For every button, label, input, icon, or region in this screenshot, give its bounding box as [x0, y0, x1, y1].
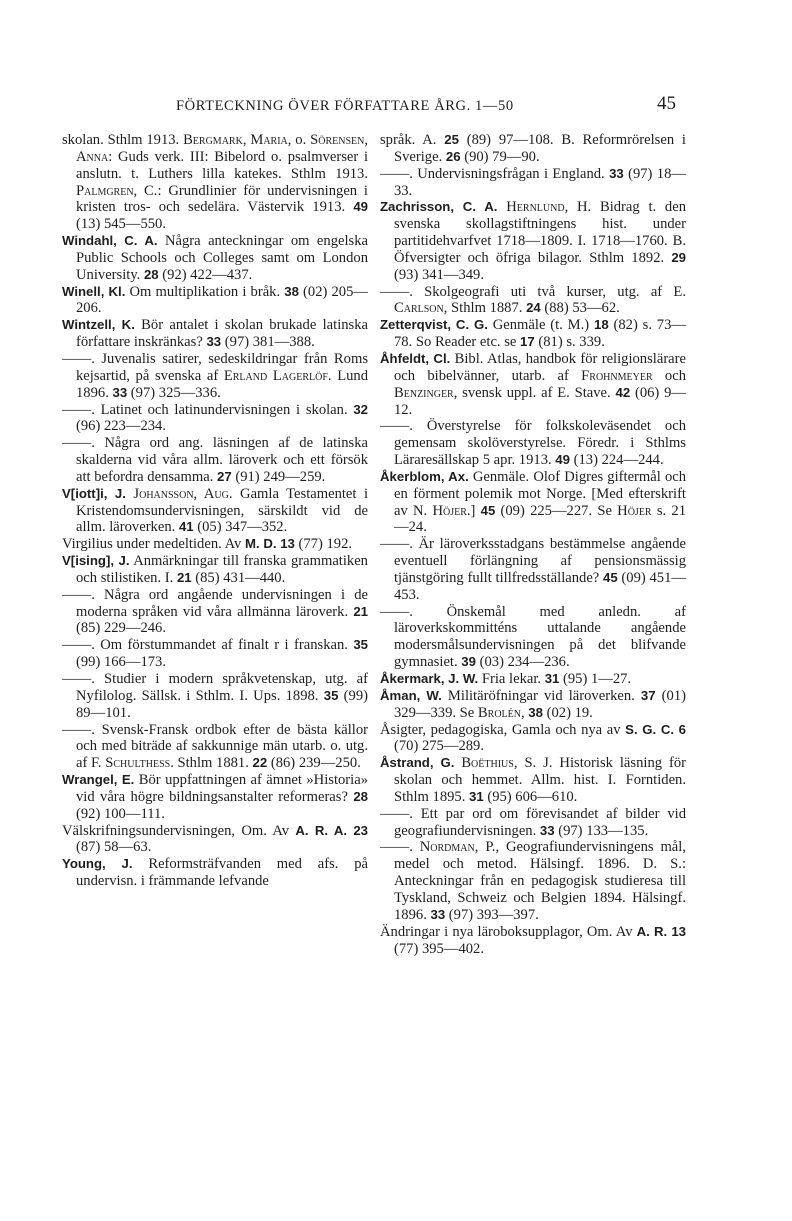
small-caps-name: Johansson, Aug. — [133, 485, 233, 502]
bold-text: 33 — [539, 822, 555, 838]
entry-text: . Lund 1896. — [76, 367, 368, 401]
bold-text: 23 — [353, 822, 368, 838]
bold-text: 18 — [593, 317, 609, 333]
bold-text: M. D. — [245, 536, 277, 552]
left-column — [62, 132, 368, 890]
entry-text: (96) 223—234. — [76, 418, 166, 435]
bold-text: 28 — [353, 788, 368, 804]
small-caps-name: Boëthius — [461, 755, 514, 772]
index-entry — [62, 132, 368, 233]
entry-text — [497, 199, 506, 215]
small-caps-name: Höjer — [432, 502, 467, 519]
index-entry — [380, 132, 686, 166]
bold-text: Åman, W. — [380, 687, 442, 703]
index-entry — [380, 722, 686, 756]
entry-text: (05) 347—352. — [193, 519, 288, 536]
entry-text: (97) 381—388. — [221, 334, 315, 351]
entry-text: Bör antalet i skolan brukade latinska författare inskränkas? — [76, 317, 368, 351]
bold-text: 31 — [544, 671, 560, 686]
entry-text: (88) 53—62. — [540, 300, 620, 317]
index-entry — [62, 284, 368, 318]
index-entry — [380, 284, 686, 318]
entry-text: , Sthlm 1887. — [443, 300, 527, 317]
page-number: 45 — [657, 93, 676, 114]
bold-text: Åkerblom, Ax. — [380, 468, 469, 484]
entry-text: (85) 431—440. — [191, 569, 286, 586]
bold-text: S. G. C. — [625, 721, 675, 737]
entry-text: (06) 9—12. — [394, 384, 686, 418]
entry-text: ——. Några ord ang. läsningen af de latinska skalderna vid våra allm. läroverk och ett försök att befordra densamma. — [62, 435, 368, 485]
index-entry — [380, 924, 686, 958]
bold-text: 42 — [615, 384, 631, 400]
bold-text: 21 — [353, 603, 368, 619]
entry-text: . Sthlm 1881. — [170, 755, 253, 772]
entry-text: (93) 341—349. — [394, 266, 484, 283]
small-caps-name: Frohnmeyer — [581, 367, 653, 384]
bold-text: 32 — [353, 401, 368, 417]
small-caps-name: Sörensen, Anna — [76, 132, 368, 165]
bold-text: 21 — [176, 569, 192, 585]
bold-text: 45 — [480, 502, 496, 518]
bold-text: 38 — [284, 283, 299, 299]
bold-text: 28 — [143, 266, 159, 282]
index-entry — [380, 604, 686, 671]
entry-text: Virgilius under medeltiden. Av — [62, 536, 246, 553]
index-entry — [380, 469, 686, 536]
entry-text: Anmärkningar till franska grammatiken och stilistiken. I. — [76, 553, 368, 586]
index-entry — [62, 823, 368, 857]
bold-text: 35 — [323, 687, 339, 703]
entry-text: (77) 395—402. — [394, 940, 484, 957]
entry-text: ——. Om förstummandet af finalt r i franskan. — [62, 637, 354, 654]
index-entry — [62, 233, 368, 284]
bold-text: 35 — [353, 637, 368, 653]
index-entry — [380, 536, 686, 603]
bold-text: 41 — [178, 519, 194, 535]
entry-text: Om multiplikation i bråk. — [125, 283, 285, 300]
bold-text: 38 — [528, 704, 543, 720]
bold-text: A. R. — [636, 923, 668, 939]
entry-text: (01) 329—339. Se — [394, 687, 686, 721]
bold-text: 24 — [526, 300, 541, 316]
entry-text: (90) 79—90. — [460, 148, 540, 165]
page-header — [176, 93, 676, 115]
bold-text: 31 — [469, 788, 484, 804]
bold-text: 26 — [445, 148, 461, 164]
bold-text: 27 — [217, 468, 232, 484]
bold-text: Åhfeldt, Cl. — [380, 350, 451, 366]
entry-text: (92) 100—111. — [76, 805, 165, 822]
entry-text: (92) 422—437. — [158, 266, 253, 283]
entry-text: ——. Överstyrelse för folkskoleväsendet och gemensam skolöverstyrelse. Föredr. i Sthlms Läraresällskap 5 apr. 1913. — [380, 418, 686, 469]
bold-text: 17 — [520, 334, 535, 350]
index-entry — [62, 351, 368, 402]
index-entry — [380, 688, 686, 722]
entry-text: (81) s. 339. — [534, 334, 605, 351]
bold-text: 6 — [678, 721, 686, 737]
entry-text: ——. Skolgeografi uti två kurser, utg. af E. — [380, 283, 686, 300]
index-entry — [62, 587, 368, 638]
entry-text: skolan. Sthlm 1913. — [62, 132, 184, 148]
entry-text: (95) 1—27. — [559, 671, 632, 687]
index-entry — [380, 317, 686, 351]
entry-text: ——. Önskemål med anledn. af läroverkskommitténs uttalande angående modersmålsundervisningen på det blifvande gymnasiet. — [380, 603, 686, 671]
running-title: FÖRTECKNING ÖVER FÖRFATTARE ÅRG. 1—50 — [176, 98, 514, 114]
entry-text: (70) 275—289. — [394, 738, 484, 755]
index-entry — [62, 553, 368, 587]
index-entry — [62, 637, 368, 671]
bold-text: Windahl, C. A. — [62, 233, 158, 249]
small-caps-name: Palmgren, C. — [76, 182, 158, 199]
entry-text: (97) 133—135. — [554, 822, 649, 839]
index-entry — [380, 199, 686, 283]
index-entry — [380, 839, 686, 923]
entry-text: Militäröfningar vid läroverken. — [441, 687, 641, 704]
bold-text: Winell, Kl. — [62, 283, 126, 299]
entry-text: språk. A. — [380, 132, 445, 148]
entry-text: ——. Några ord angående undervisningen i de moderna språken vid våra allmänna läroverk. — [62, 586, 368, 620]
bold-text: 13 — [280, 536, 295, 552]
entry-text: Genmäle. Olof Digres giftermål och en förment polemik mot Norge. [Med efterskrift av N. — [394, 468, 687, 519]
bold-text: 25 — [444, 132, 459, 147]
index-entry — [62, 317, 368, 351]
entry-text: ——. Undervisningsfrågan i England. — [380, 165, 610, 182]
index-entry — [380, 806, 686, 840]
entry-text: Genmäle (t. M.) — [487, 317, 594, 334]
bold-text: 37 — [640, 687, 656, 703]
entry-text: .] — [466, 502, 481, 519]
entry-text: (91) 249—259. — [231, 468, 326, 485]
bold-text: 29 — [671, 249, 686, 265]
entry-text: Bibl. Atlas, handbok för religionslärare och bibelvänner, utarb. af — [394, 350, 686, 384]
index-entry — [62, 722, 368, 773]
entry-text: Åsigter, pedagogiska, Gamla och nya av — [380, 721, 626, 738]
right-column — [380, 132, 686, 957]
index-entry — [62, 536, 368, 553]
entry-text: (89) 97—108. B. Reformrörelsen i Sverige. — [394, 132, 686, 165]
entry-text: (97) 393—397. — [445, 906, 539, 923]
entry-text: : Guds verk. III: Bibelord o. psalmverser i anslutn. t. Luthers lilla katekes. Sthlm 1913. — [76, 148, 368, 182]
entry-text: (99) 166—173. — [76, 654, 166, 671]
entry-text: ——. Studier i modern språkvetenskap, utg. af Nyfilolog. Sällsk. i Sthlm. I. Ups. 1898. — [62, 671, 368, 704]
index-entry — [380, 755, 686, 806]
small-caps-name: Brolén — [477, 704, 521, 721]
entry-text: (97) 325—336. — [127, 384, 221, 401]
small-caps-name: Benzinger — [394, 384, 454, 401]
entry-text: (85) 229—246. — [76, 620, 166, 637]
bold-text: Wrangel, E. — [62, 772, 135, 788]
index-entry — [62, 671, 368, 722]
entry-text: ——. Juvenalis satirer, sedeskildringar från Roms kejsartid, på svenska af — [62, 350, 368, 384]
entry-text: (97) 18—33. — [394, 165, 686, 199]
entry-text: (09) 225—227. Se — [495, 502, 618, 519]
bold-text: A. R. A. — [295, 822, 348, 838]
bold-text: 22 — [252, 755, 268, 771]
entry-text: ——. Svensk-Fransk ordbok efter de bästa källor och med biträde af sakkunnige män utarb. o. utg. af F. — [62, 721, 368, 772]
entry-text: (09) 451—453. — [394, 569, 686, 603]
bold-text: Zachrisson, C. A. — [380, 199, 498, 215]
bold-text: Åkermark, J. W. — [380, 671, 479, 686]
bold-text: Wintzell, K. — [62, 317, 135, 333]
bold-text: 33 — [609, 165, 624, 181]
index-entry — [62, 486, 368, 537]
entry-text: , o. — [287, 132, 311, 148]
entry-text: ——. — [380, 839, 420, 856]
bold-text: V[iott]i, J. — [62, 485, 126, 501]
small-caps-name: Hernlund — [506, 199, 565, 216]
small-caps-name: Carlson — [394, 300, 444, 317]
bold-text: 33 — [206, 334, 222, 350]
entry-text: (95) 606—610. — [483, 788, 578, 805]
bold-text: Young, J. — [62, 856, 133, 872]
index-entry — [62, 402, 368, 436]
small-caps-name: Höjer — [617, 502, 652, 519]
index-entry — [380, 166, 686, 200]
entry-text: (99) 89—101. — [76, 687, 368, 721]
entry-text: (13) 224—244. — [569, 452, 664, 469]
entry-text: (02) 19. — [542, 704, 593, 721]
entry-text: (13) 545—550. — [76, 216, 166, 233]
bold-text: 33 — [430, 906, 446, 922]
bold-text: 49 — [555, 452, 570, 468]
entry-text: , svensk uppl. af E. Stave. — [453, 384, 616, 401]
entry-text: (87) 58—63. — [76, 839, 152, 856]
entry-text: : Grundlinier för undervisningen i kristen tros- och sedelära. Västervik 1913. — [76, 182, 368, 216]
bold-text: V[ising], J. — [62, 553, 130, 569]
entry-text: ——. Ett par ord om förevisandet af bilder vid geografiundervisningen. — [380, 805, 686, 839]
bold-text: 45 — [603, 569, 618, 585]
bold-text: 33 — [112, 384, 128, 400]
small-caps-name: Bergmark, Maria — [183, 132, 288, 148]
entry-text: , P., Geografiundervisningens mål, medel och metod. Hälsingf. 1896. D. S.: Anteckningar från en pedagogisk studieresa till Tyskland, Schweiz och Belgien 1894. Hälsingf. 1896. — [394, 839, 686, 923]
index-entry — [380, 351, 686, 418]
entry-text: Reformsträfvanden med afs. på undervisn. i främmande lefvande — [76, 856, 368, 890]
bold-text: 39 — [461, 654, 476, 670]
entry-text: Ändringar i nya läroboksupplagor, Om. Av — [380, 923, 637, 940]
index-entry — [380, 671, 686, 688]
entry-text: Fria lekar. — [478, 671, 545, 687]
entry-text: ——. Är läroverksstadgans bestämmelse angående eventuell förlängning af pensionsmässig tjänstgöring fullt tillfredsställande? — [380, 536, 686, 586]
entry-text: Gamla Testamentet i Kristendomsundervisningen, särskildt vid de allm. läroverken. — [76, 485, 368, 536]
entry-text: ——. Latinet och latinundervisningen i skolan. — [62, 401, 354, 418]
small-caps-name: Nordman — [419, 839, 475, 856]
index-entry — [62, 856, 368, 890]
entry-text: och — [652, 367, 686, 384]
entry-text: Bör uppfattningen af ämnet »Historia» vid våra högre bildningsanstalter reformeras? — [76, 772, 368, 805]
entry-text: , S. J. Historisk läsning för skolan och hemmet. Allm. hist. I. Forntiden. Sthlm 1895. — [394, 755, 686, 805]
bold-text: Zetterqvist, C. G. — [380, 317, 488, 333]
index-entry — [380, 418, 686, 469]
bold-text: 13 — [671, 923, 686, 939]
entry-text: (86) 239—250. — [267, 755, 361, 772]
index-entry — [62, 772, 368, 823]
entry-text: Några anteckningar om engelska Public Schools och Colleges samt om London University. — [76, 233, 368, 283]
entry-text: Välskrifningsundervisningen, Om. Av — [62, 822, 296, 839]
bold-text: Åstrand, G. — [380, 755, 455, 771]
small-caps-name: Schulthess — [105, 755, 171, 772]
entry-text: (02) 205—206. — [76, 283, 368, 317]
entry-text: , H. Bidrag t. den svenska skollagstiftningens hist. under partitidehvarfvet 1718—1809. I. 1718—1760. B. Öfversigter och öfriga bilagor. Sthlm 1892. — [394, 199, 686, 266]
small-caps-name: Erland Lagerlöf — [223, 367, 328, 384]
entry-text: s. 21—24. — [394, 502, 686, 536]
entry-text: (77) 192. — [294, 536, 353, 553]
entry-text: , — [521, 704, 529, 721]
entry-text: (03) 234—236. — [475, 654, 570, 671]
entry-text: (82) s. 73—78. So Reader etc. se — [394, 317, 686, 351]
index-entry — [62, 435, 368, 486]
bold-text: 49 — [353, 199, 368, 215]
